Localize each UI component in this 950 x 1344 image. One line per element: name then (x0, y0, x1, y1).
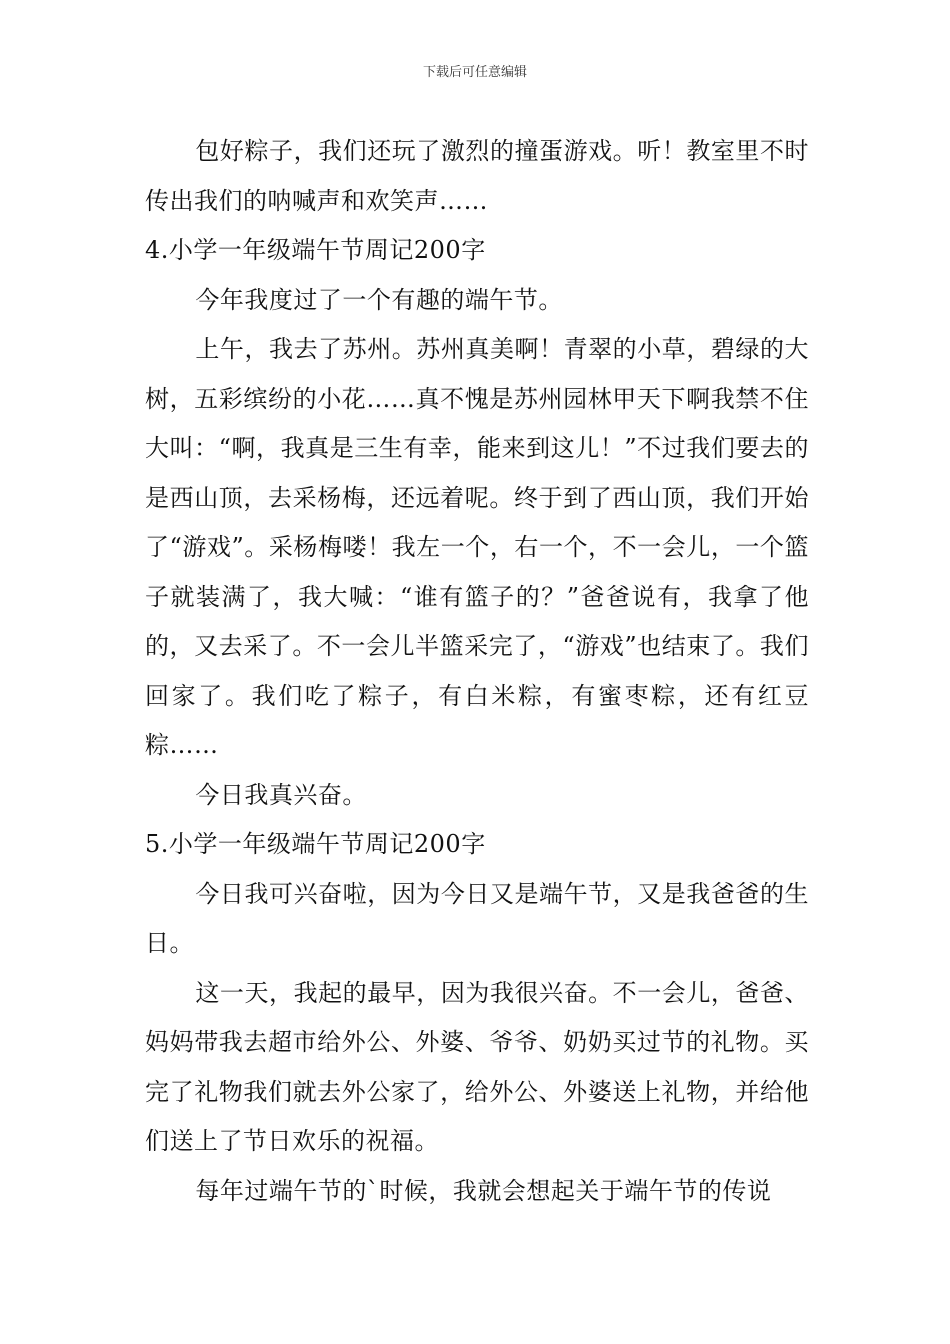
paragraph: 今日我可兴奋啦，因为今日又是端午节，又是我爸爸的生日。 (145, 879, 809, 957)
paragraph: 今日我真兴奋。 (195, 780, 367, 809)
paragraph: 今年我度过了一个有趣的端午节。 (195, 285, 563, 314)
paragraph: 上午，我去了苏州。苏州真美啊！青翠的小草，碧绿的大树，五彩缤纷的小花……真不愧是苏州园林甲天下啊我禁不住大叫：“啊，我真是三生有幸，能来到这儿！”不过我们要去的是西山顶，去采杨梅，还远着呢。终于到了西山顶，我们开始了“游戏”。采杨梅喽！我左一个，右一个，不一会儿，一个篮子就装满了，我大喊：“谁有篮子的？”爸爸说有，我拿了他的，又去采了。不一会儿半篮采完了，“游戏”也结束了。我们回家了。我们吃了粽子，有白米粽，有蜜枣粽，还有红豆粽…… (145, 335, 809, 759)
section-heading: 4.小学一年级端午节周记200字 (145, 236, 486, 264)
paragraph: 每年过端午节的`时候，我就会想起关于端午节的传说 (195, 1176, 772, 1205)
paragraph: 包好粽子，我们还玩了激烈的撞蛋游戏。听！教室里不时传出我们的呐喊声和欢笑声…… (145, 137, 809, 215)
page-header: 下载后可任意编辑 (422, 65, 527, 80)
paragraph: 这一天，我起的最早，因为我很兴奋。不一会儿，爸爸、妈妈带我去超市给外公、外婆、爷爷、奶奶买过节的礼物。买完了礼物我们就去外公家了，给外公、外婆送上礼物，并给他们送上了节日欢乐的祝福。 (145, 978, 809, 1155)
document-body (145, 127, 809, 1216)
section-heading: 5.小学一年级端午节周记200字 (145, 830, 486, 858)
